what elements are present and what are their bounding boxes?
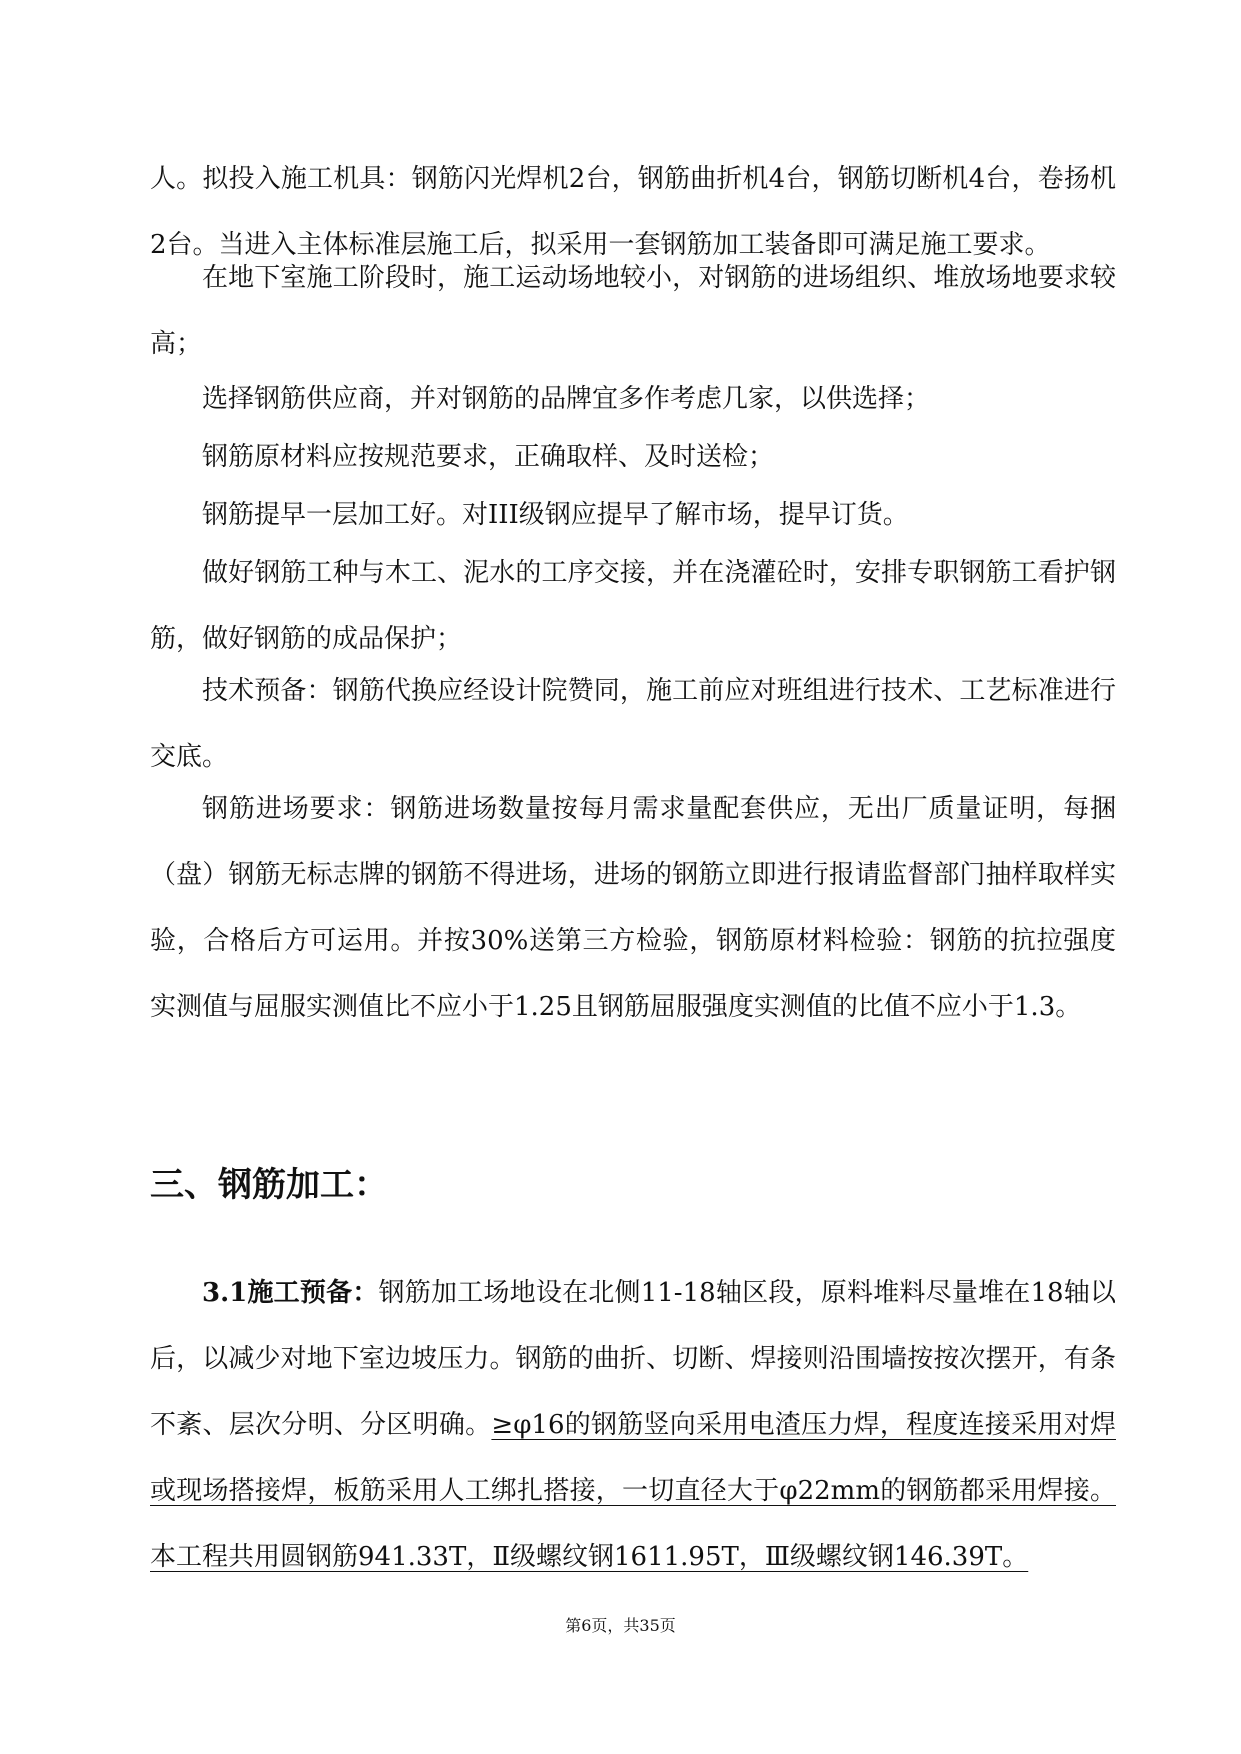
paragraph-construction-prep: [150, 1260, 1116, 1590]
subsection-text: 钢筋加工场地设在北侧11-18轴区段，原料堆料尽量堆在18轴以后，以减少对地下室边坡压力。钢筋的曲折、切断、焊接则沿围墙按按次摆开，有条不紊、层次分明、分区明确。: [150, 1278, 1117, 1440]
paragraph-technical-prep: 技术预备：钢筋代换应经设计院赞同，施工前应对班组进行技术、工艺标准进行交底。: [150, 676, 1116, 772]
paragraph-handover: 做好钢筋工种与木工、泥水的工序交接，并在浇灌砼时，安排专职钢筋工看护钢筋，做好钢筋的成品保护；: [150, 558, 1116, 654]
page-number-footer: 第6页，共35页: [565, 1616, 676, 1635]
paragraph-basement-stage: 在地下室施工阶段时，施工运动场地较小，对钢筋的进场组织、堆放场地要求较高；: [150, 263, 1116, 359]
paragraph-preprocess: 钢筋提早一层加工好。对III级钢应提早了解市场，提早订货。: [202, 500, 909, 530]
paragraph-equipment: 人。拟投入施工机具：钢筋闪光焊机2台，钢筋曲折机4台，钢筋切断机4台，卷扬机2台。当进入主体标准层施工后，拟采用一套钢筋加工装备即可满足施工要求。: [150, 164, 1116, 260]
paragraph-entry-requirements: 钢筋进场要求：钢筋进场数量按每月需求量配套供应，无出厂质量证明，每捆（盘）钢筋无标志牌的钢筋不得进场，进场的钢筋立即进行报请监督部门抽样取样实验，合格后方可运用。并按30%送第三方检验，钢筋原材料检验：钢筋的抗拉强度实测值与屈服实测值比不应小于1.25且钢筋屈服强度实测值的比值不应小于1.3。: [150, 794, 1116, 1022]
section-heading: 三、钢筋加工：: [150, 1165, 388, 1205]
paragraph-supplier: 选择钢筋供应商，并对钢筋的品牌宜多作考虑几家，以供选择；: [202, 384, 931, 414]
paragraph-sampling: 钢筋原材料应按规范要求，正确取样、及时送检；: [202, 442, 775, 472]
subsection-underlined-text: ≥φ16的钢筋竖向采用电渣压力焊，程度连接采用对焊或现场搭接焊，板筋采用人工绑扎搭接，一切直径大于φ22mm的钢筋都采用焊接。本工程共用圆钢筋941.33T，Ⅱ级螺纹钢1611.95T，Ⅲ级螺纹钢146.39T。: [150, 1410, 1116, 1572]
subsection-label: 3.1施工预备：: [202, 1278, 379, 1308]
